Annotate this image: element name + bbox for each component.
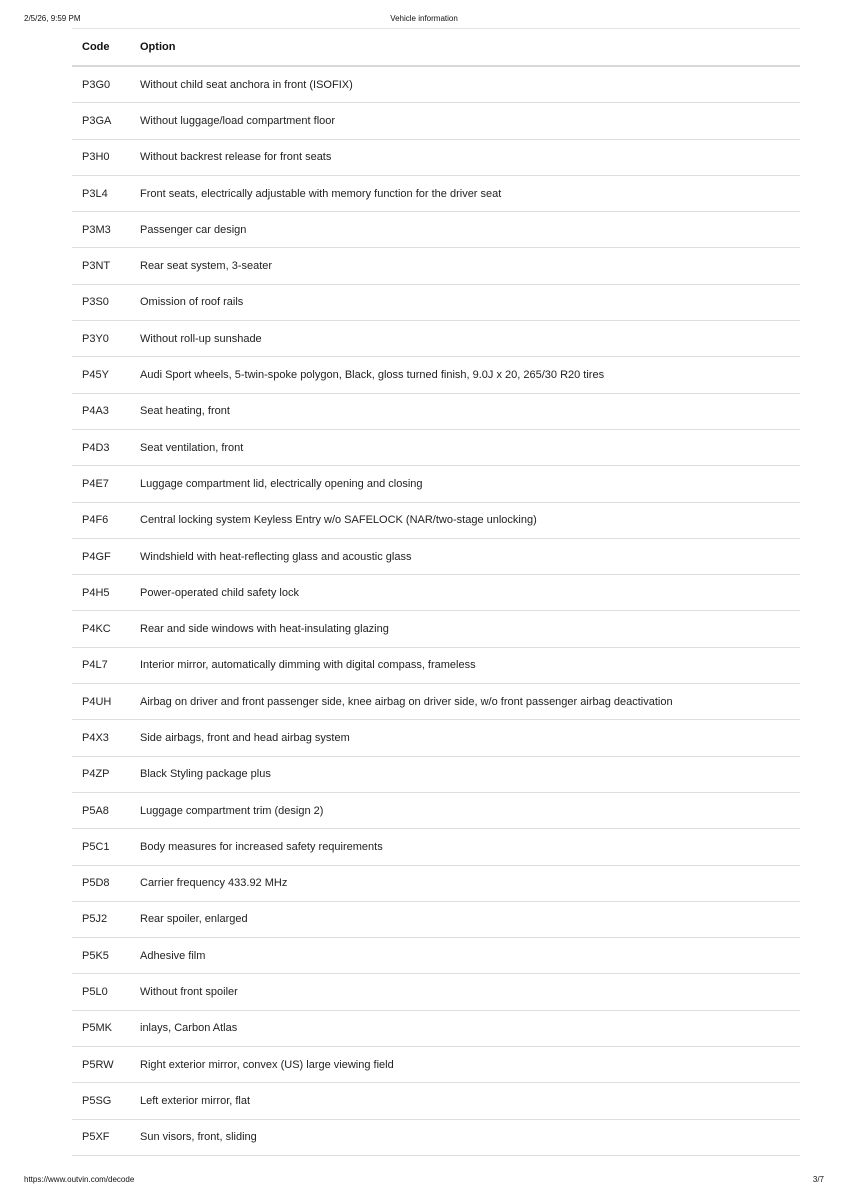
- table-row: [72, 502, 800, 538]
- option-code: P4H5: [72, 575, 130, 611]
- table-row: [72, 284, 800, 320]
- option-code: P3Y0: [72, 321, 130, 357]
- table-row: [72, 647, 800, 683]
- option-code: P4ZP: [72, 756, 130, 792]
- option-code: P5SG: [72, 1083, 130, 1119]
- option-description: Carrier frequency 433.92 MHz: [130, 865, 800, 901]
- option-code: P4X3: [72, 720, 130, 756]
- table-row: [72, 538, 800, 574]
- option-description: Seat heating, front: [130, 393, 800, 429]
- page-number: 3/7: [812, 1175, 824, 1184]
- option-description: Power-operated child safety lock: [130, 575, 800, 611]
- option-code: P3L4: [72, 175, 130, 211]
- option-code: P4L7: [72, 647, 130, 683]
- option-description: Without luggage/load compartment floor: [130, 103, 800, 139]
- option-description: Right exterior mirror, convex (US) large viewing field: [130, 1047, 800, 1083]
- option-description: Adhesive film: [130, 938, 800, 974]
- option-description: Front seats, electrically adjustable with memory function for the driver seat: [130, 175, 800, 211]
- option-description: Windshield with heat-reflecting glass and acoustic glass: [130, 538, 800, 574]
- option-description: Central locking system Keyless Entry w/o SAFELOCK (NAR/two-stage unlocking): [130, 502, 800, 538]
- print-datetime: 2/5/26, 9:59 PM: [24, 14, 81, 23]
- option-code: P3NT: [72, 248, 130, 284]
- table-row: [72, 901, 800, 937]
- option-code: P45Y: [72, 357, 130, 393]
- table-row: [72, 792, 800, 828]
- table-row: [72, 938, 800, 974]
- table-row: [72, 684, 800, 720]
- option-code: P4E7: [72, 466, 130, 502]
- table-row: [72, 212, 800, 248]
- table-row: [72, 575, 800, 611]
- table-row: [72, 974, 800, 1010]
- option-description: Rear seat system, 3-seater: [130, 248, 800, 284]
- table-row: [72, 756, 800, 792]
- option-code: P3GA: [72, 103, 130, 139]
- table-row: [72, 321, 800, 357]
- table-row: [72, 1047, 800, 1083]
- option-description: Omission of roof rails: [130, 284, 800, 320]
- option-code: P5MK: [72, 1010, 130, 1046]
- print-header: [24, 14, 824, 26]
- option-code: P3M3: [72, 212, 130, 248]
- table-row: [72, 357, 800, 393]
- option-description: Body measures for increased safety requirements: [130, 829, 800, 865]
- table-row: [72, 1119, 800, 1155]
- option-description: inlays, Carbon Atlas: [130, 1010, 800, 1046]
- option-code: P4UH: [72, 684, 130, 720]
- table-row: [72, 103, 800, 139]
- table-row: [72, 248, 800, 284]
- option-code: P5J2: [72, 901, 130, 937]
- column-header-option: Option: [130, 29, 800, 67]
- column-header-code: Code: [72, 29, 130, 67]
- option-code: P4KC: [72, 611, 130, 647]
- table-row: [72, 1010, 800, 1046]
- option-code: P5K5: [72, 938, 130, 974]
- option-code: P5D8: [72, 865, 130, 901]
- page-url: https://www.outvin.com/decode: [24, 1175, 135, 1184]
- option-code: P5L0: [72, 974, 130, 1010]
- option-code: P4A3: [72, 393, 130, 429]
- option-description: Audi Sport wheels, 5-twin-spoke polygon, Black, gloss turned finish, 9.0J x 20, 265/30 R20 tires: [130, 357, 800, 393]
- page-title: Vehicle information: [390, 14, 458, 23]
- table-row: [72, 466, 800, 502]
- option-code: P4F6: [72, 502, 130, 538]
- table-header-row: [72, 29, 800, 67]
- option-description: Sun visors, front, sliding: [130, 1119, 800, 1155]
- vehicle-options-table: [72, 28, 800, 1156]
- table-row: [72, 139, 800, 175]
- option-code: P4D3: [72, 429, 130, 465]
- option-description: Interior mirror, automatically dimming with digital compass, frameless: [130, 647, 800, 683]
- option-code: P3S0: [72, 284, 130, 320]
- table-body: [72, 66, 800, 1155]
- option-code: P5XF: [72, 1119, 130, 1155]
- option-description: Seat ventilation, front: [130, 429, 800, 465]
- option-code: P3G0: [72, 66, 130, 103]
- option-code: P5C1: [72, 829, 130, 865]
- option-description: Black Styling package plus: [130, 756, 800, 792]
- table-row: [72, 66, 800, 103]
- option-description: Luggage compartment trim (design 2): [130, 792, 800, 828]
- table-row: [72, 720, 800, 756]
- table-row: [72, 393, 800, 429]
- option-description: Airbag on driver and front passenger side, knee airbag on driver side, w/o front passenger airbag deactivation: [130, 684, 800, 720]
- option-description: Without backrest release for front seats: [130, 139, 800, 175]
- option-description: Left exterior mirror, flat: [130, 1083, 800, 1119]
- option-description: Side airbags, front and head airbag system: [130, 720, 800, 756]
- print-footer: [24, 1175, 824, 1187]
- option-description: Without front spoiler: [130, 974, 800, 1010]
- table-row: [72, 611, 800, 647]
- option-code: P4GF: [72, 538, 130, 574]
- option-description: Rear spoiler, enlarged: [130, 901, 800, 937]
- table-row: [72, 829, 800, 865]
- option-code: P5RW: [72, 1047, 130, 1083]
- table-row: [72, 1083, 800, 1119]
- option-description: Without child seat anchora in front (ISOFIX): [130, 66, 800, 103]
- option-description: Passenger car design: [130, 212, 800, 248]
- table-row: [72, 175, 800, 211]
- table-row: [72, 429, 800, 465]
- table-row: [72, 865, 800, 901]
- option-description: Rear and side windows with heat-insulating glazing: [130, 611, 800, 647]
- option-code: P5A8: [72, 792, 130, 828]
- option-description: Luggage compartment lid, electrically opening and closing: [130, 466, 800, 502]
- option-description: Without roll-up sunshade: [130, 321, 800, 357]
- option-code: P3H0: [72, 139, 130, 175]
